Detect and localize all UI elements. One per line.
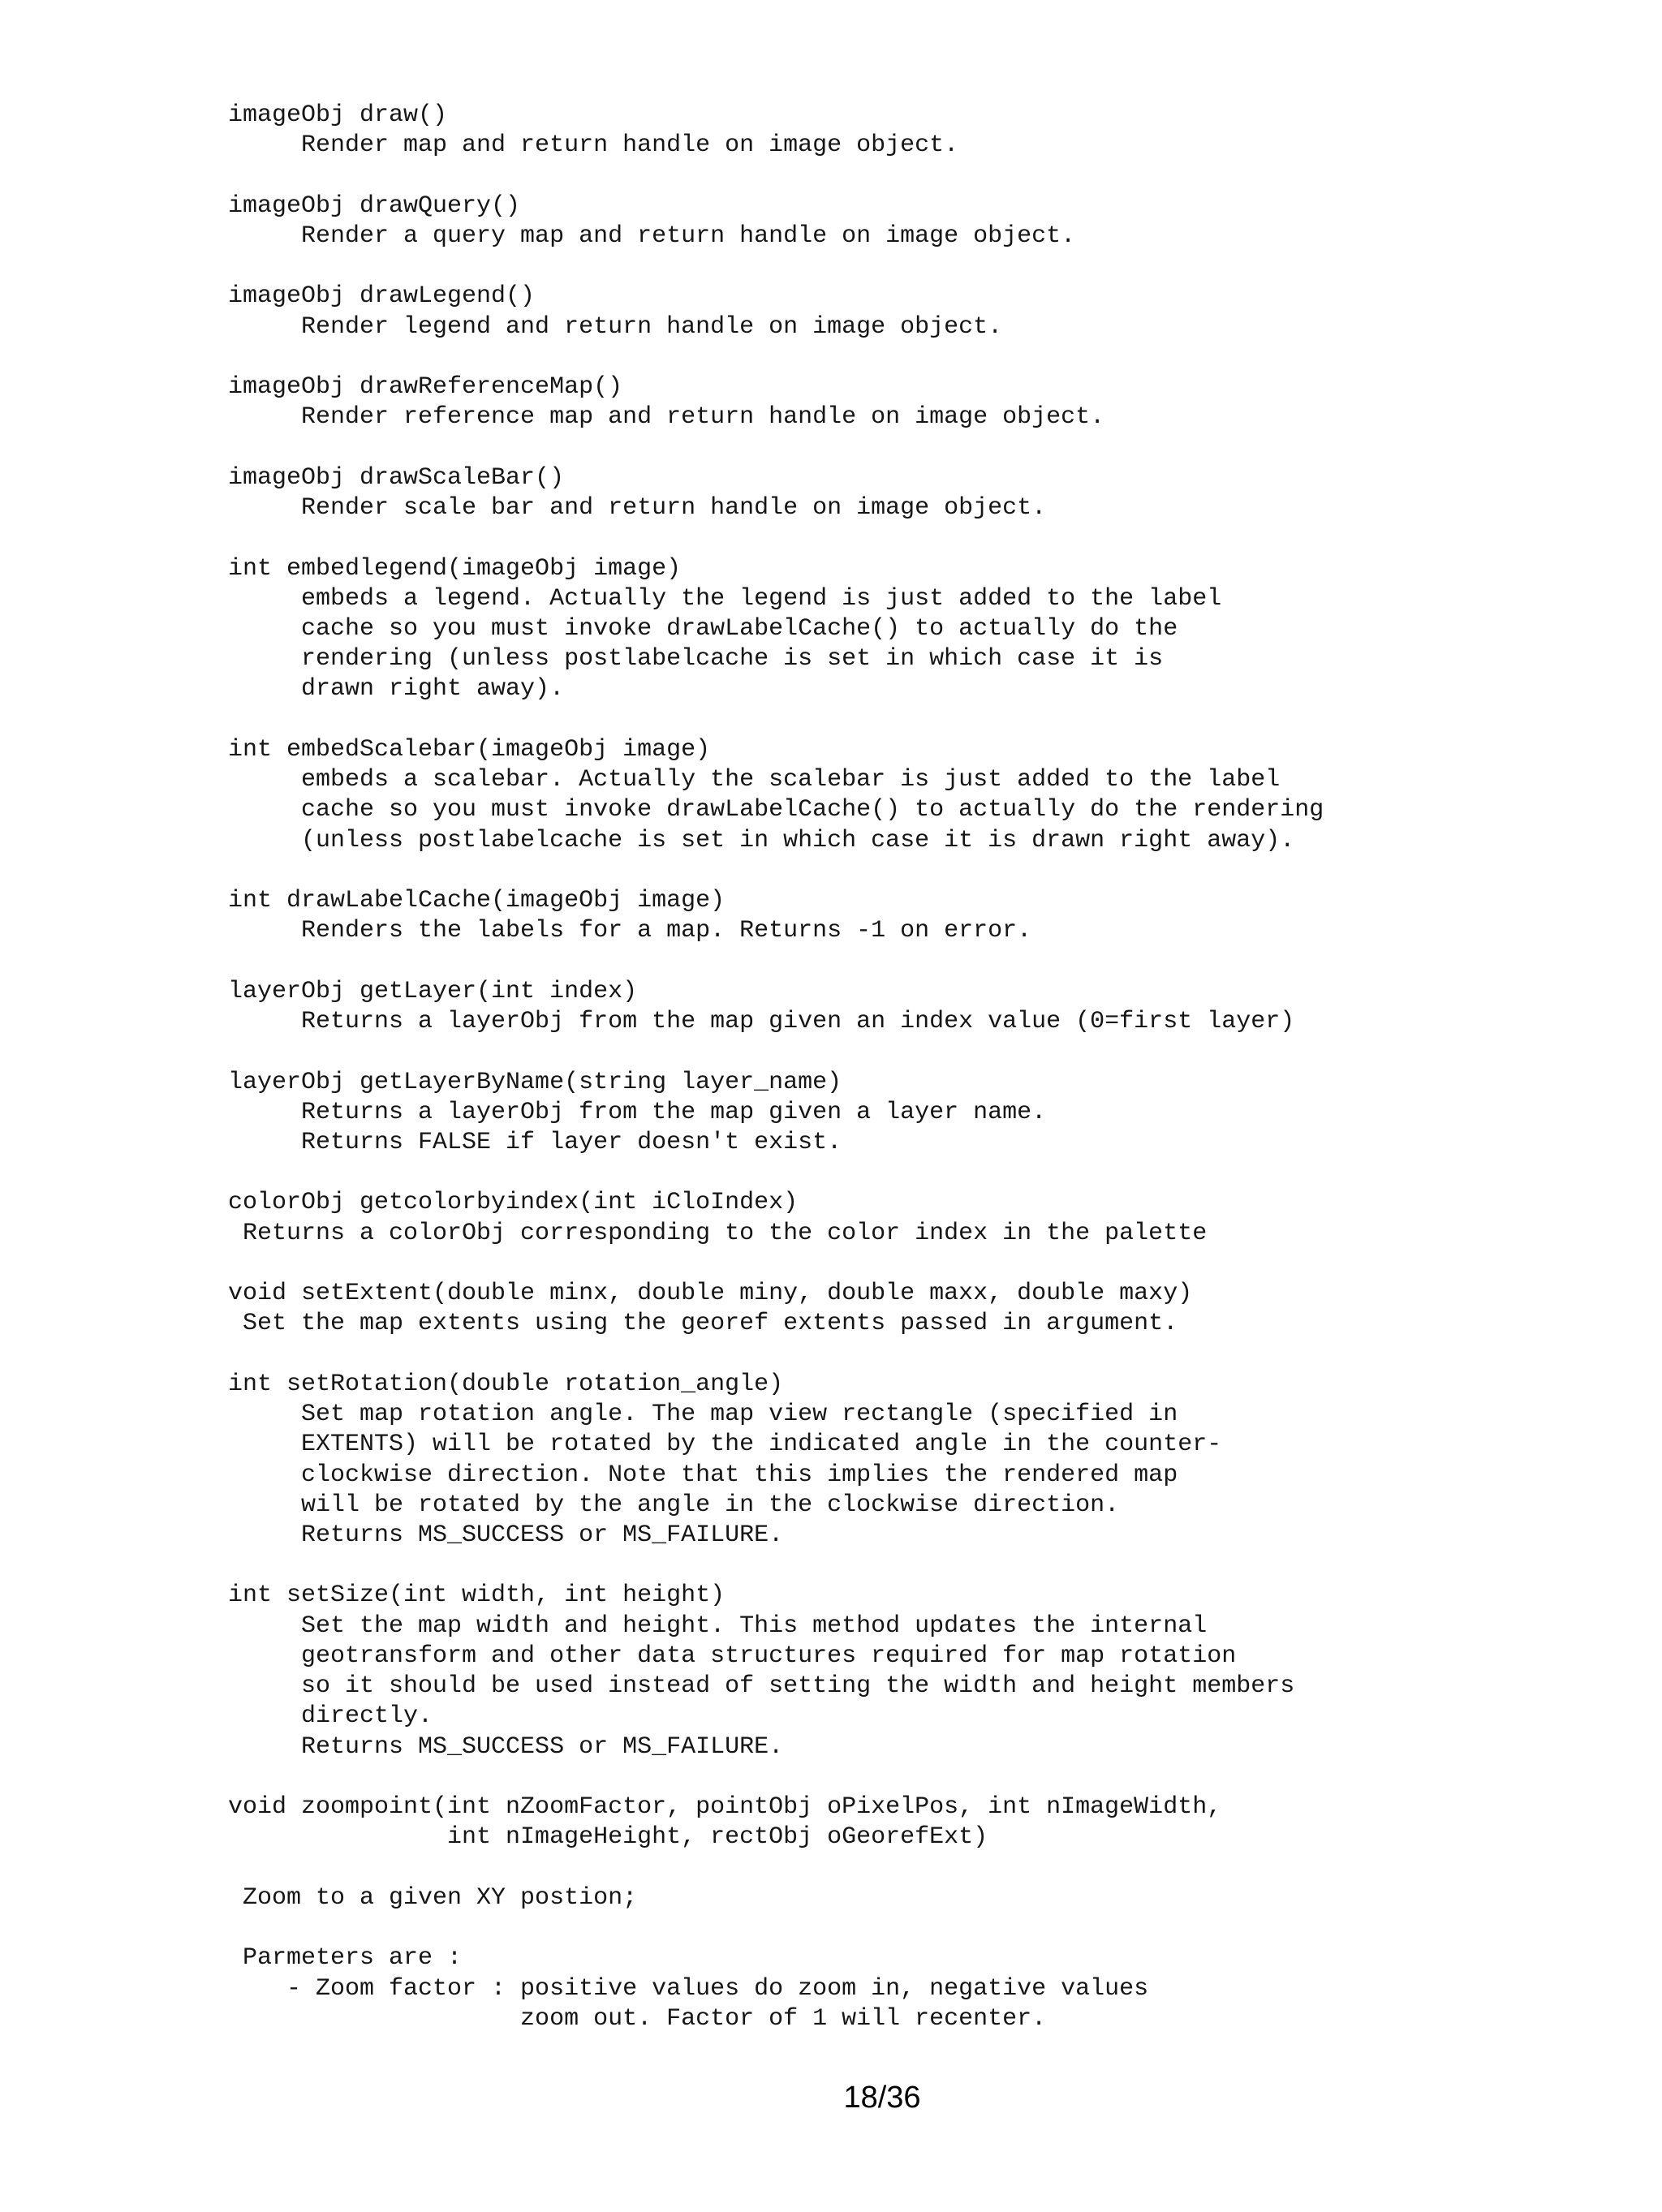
text-line: int embedScalebar(imageObj image) [228, 735, 711, 764]
text-line: Set the map extents using the georef extents passed in argument. [228, 1310, 1178, 1338]
text-line [228, 342, 1324, 372]
text-line: Zoom to a given XY postion; [228, 1883, 638, 1912]
text-line: void setExtent(double minx, double miny, double maxx, double maxy) [228, 1280, 1193, 1308]
text-line: imageObj drawLegend() [228, 282, 536, 311]
text-line [228, 1037, 1324, 1067]
text-line: Render reference map and return handle on image object. [228, 403, 1105, 432]
text-line [228, 1340, 1324, 1370]
text-line: layerObj getLayer(int index) [228, 977, 638, 1005]
text-line: imageObj drawScaleBar() [228, 463, 565, 492]
text-line: directly. [228, 1702, 433, 1731]
text-line: so it should be used instead of setting the width and height members [228, 1672, 1295, 1701]
text-line [228, 252, 1324, 282]
text-line: drawn right away). [228, 675, 565, 704]
text-line: Parmeters are : [228, 1944, 463, 1973]
text-line: Returns a layerObj from the map given an index value (0=first layer) [228, 1008, 1295, 1036]
text-line: will be rotated by the angle in the clockwise direction. [228, 1491, 1120, 1519]
text-line [228, 1158, 1324, 1188]
text-line: clockwise direction. Note that this implies the rendered map [228, 1461, 1178, 1489]
manual-text-block [228, 101, 1324, 2034]
text-line: cache so you must invoke drawLabelCache() to actually do the [228, 614, 1178, 643]
text-line: embeds a scalebar. Actually the scalebar is just added to the label [228, 766, 1281, 794]
text-line: Render legend and return handle on image object. [228, 312, 1003, 341]
text-line: (unless postlabelcache is set in which case it is drawn right away). [228, 826, 1295, 854]
text-line: rendering (unless postlabelcache is set in which case it is [228, 645, 1164, 673]
text-line: Render a query map and return handle on image object. [228, 222, 1076, 250]
text-line [228, 947, 1324, 977]
text-line [228, 705, 1324, 735]
text-line: Set map rotation angle. The map view rectangle (specified in [228, 1401, 1178, 1429]
text-line: imageObj drawQuery() [228, 192, 521, 220]
text-line: embeds a legend. Actually the legend is just added to the label [228, 584, 1222, 613]
text-line [228, 1853, 1324, 1883]
text-line: imageObj drawReferenceMap() [228, 373, 623, 402]
text-line [228, 1913, 1324, 1943]
text-line: int embedlegend(imageObj image) [228, 554, 682, 583]
text-line: void zoompoint(int nZoomFactor, pointObj oPixelPos, int nImageWidth, [228, 1793, 1222, 1822]
text-line: colorObj getcolorbyindex(int iCloIndex) [228, 1189, 799, 1217]
text-line: Returns FALSE if layer doesn't exist. [228, 1128, 842, 1156]
text-line [228, 523, 1324, 553]
text-line: Returns a colorObj corresponding to the color index in the palette [228, 1219, 1208, 1247]
text-line: int nImageHeight, rectObj oGeorefExt) [228, 1823, 988, 1852]
text-line [228, 1249, 1324, 1279]
text-line: layerObj getLayerByName(string layer_name) [228, 1068, 842, 1096]
text-line: EXTENTS) will be rotated by the indicated angle in the counter- [228, 1431, 1222, 1459]
text-line: Renders the labels for a map. Returns -1 on error. [228, 917, 1032, 945]
text-line: Returns MS_SUCCESS or MS_FAILURE. [228, 1732, 784, 1761]
text-line [228, 161, 1324, 191]
text-line: Returns a layerObj from the map given a layer name. [228, 1098, 1047, 1126]
text-line [228, 1551, 1324, 1581]
text-line: int setRotation(double rotation_angle) [228, 1370, 784, 1398]
text-line: geotransform and other data structures required for map rotation [228, 1642, 1237, 1670]
text-line [228, 1762, 1324, 1792]
text-line: Render scale bar and return handle on image object. [228, 494, 1047, 523]
text-line: cache so you must invoke drawLabelCache() to actually do the rendering [228, 796, 1324, 824]
text-line: zoom out. Factor of 1 will recenter. [228, 2004, 1047, 2033]
text-line: Returns MS_SUCCESS or MS_FAILURE. [228, 1521, 784, 1550]
text-line: Render map and return handle on image object. [228, 131, 959, 160]
text-line: int drawLabelCache(imageObj image) [228, 887, 726, 915]
page-number: 18/36 [843, 2081, 921, 2115]
text-line [228, 433, 1324, 463]
text-line: - Zoom factor : positive values do zoom in, negative values [228, 1974, 1149, 2003]
text-line [228, 856, 1324, 886]
text-line: Set the map width and height. This method updates the internal [228, 1612, 1208, 1640]
text-line: int setSize(int width, int height) [228, 1582, 726, 1610]
text-line: imageObj draw() [228, 101, 448, 129]
